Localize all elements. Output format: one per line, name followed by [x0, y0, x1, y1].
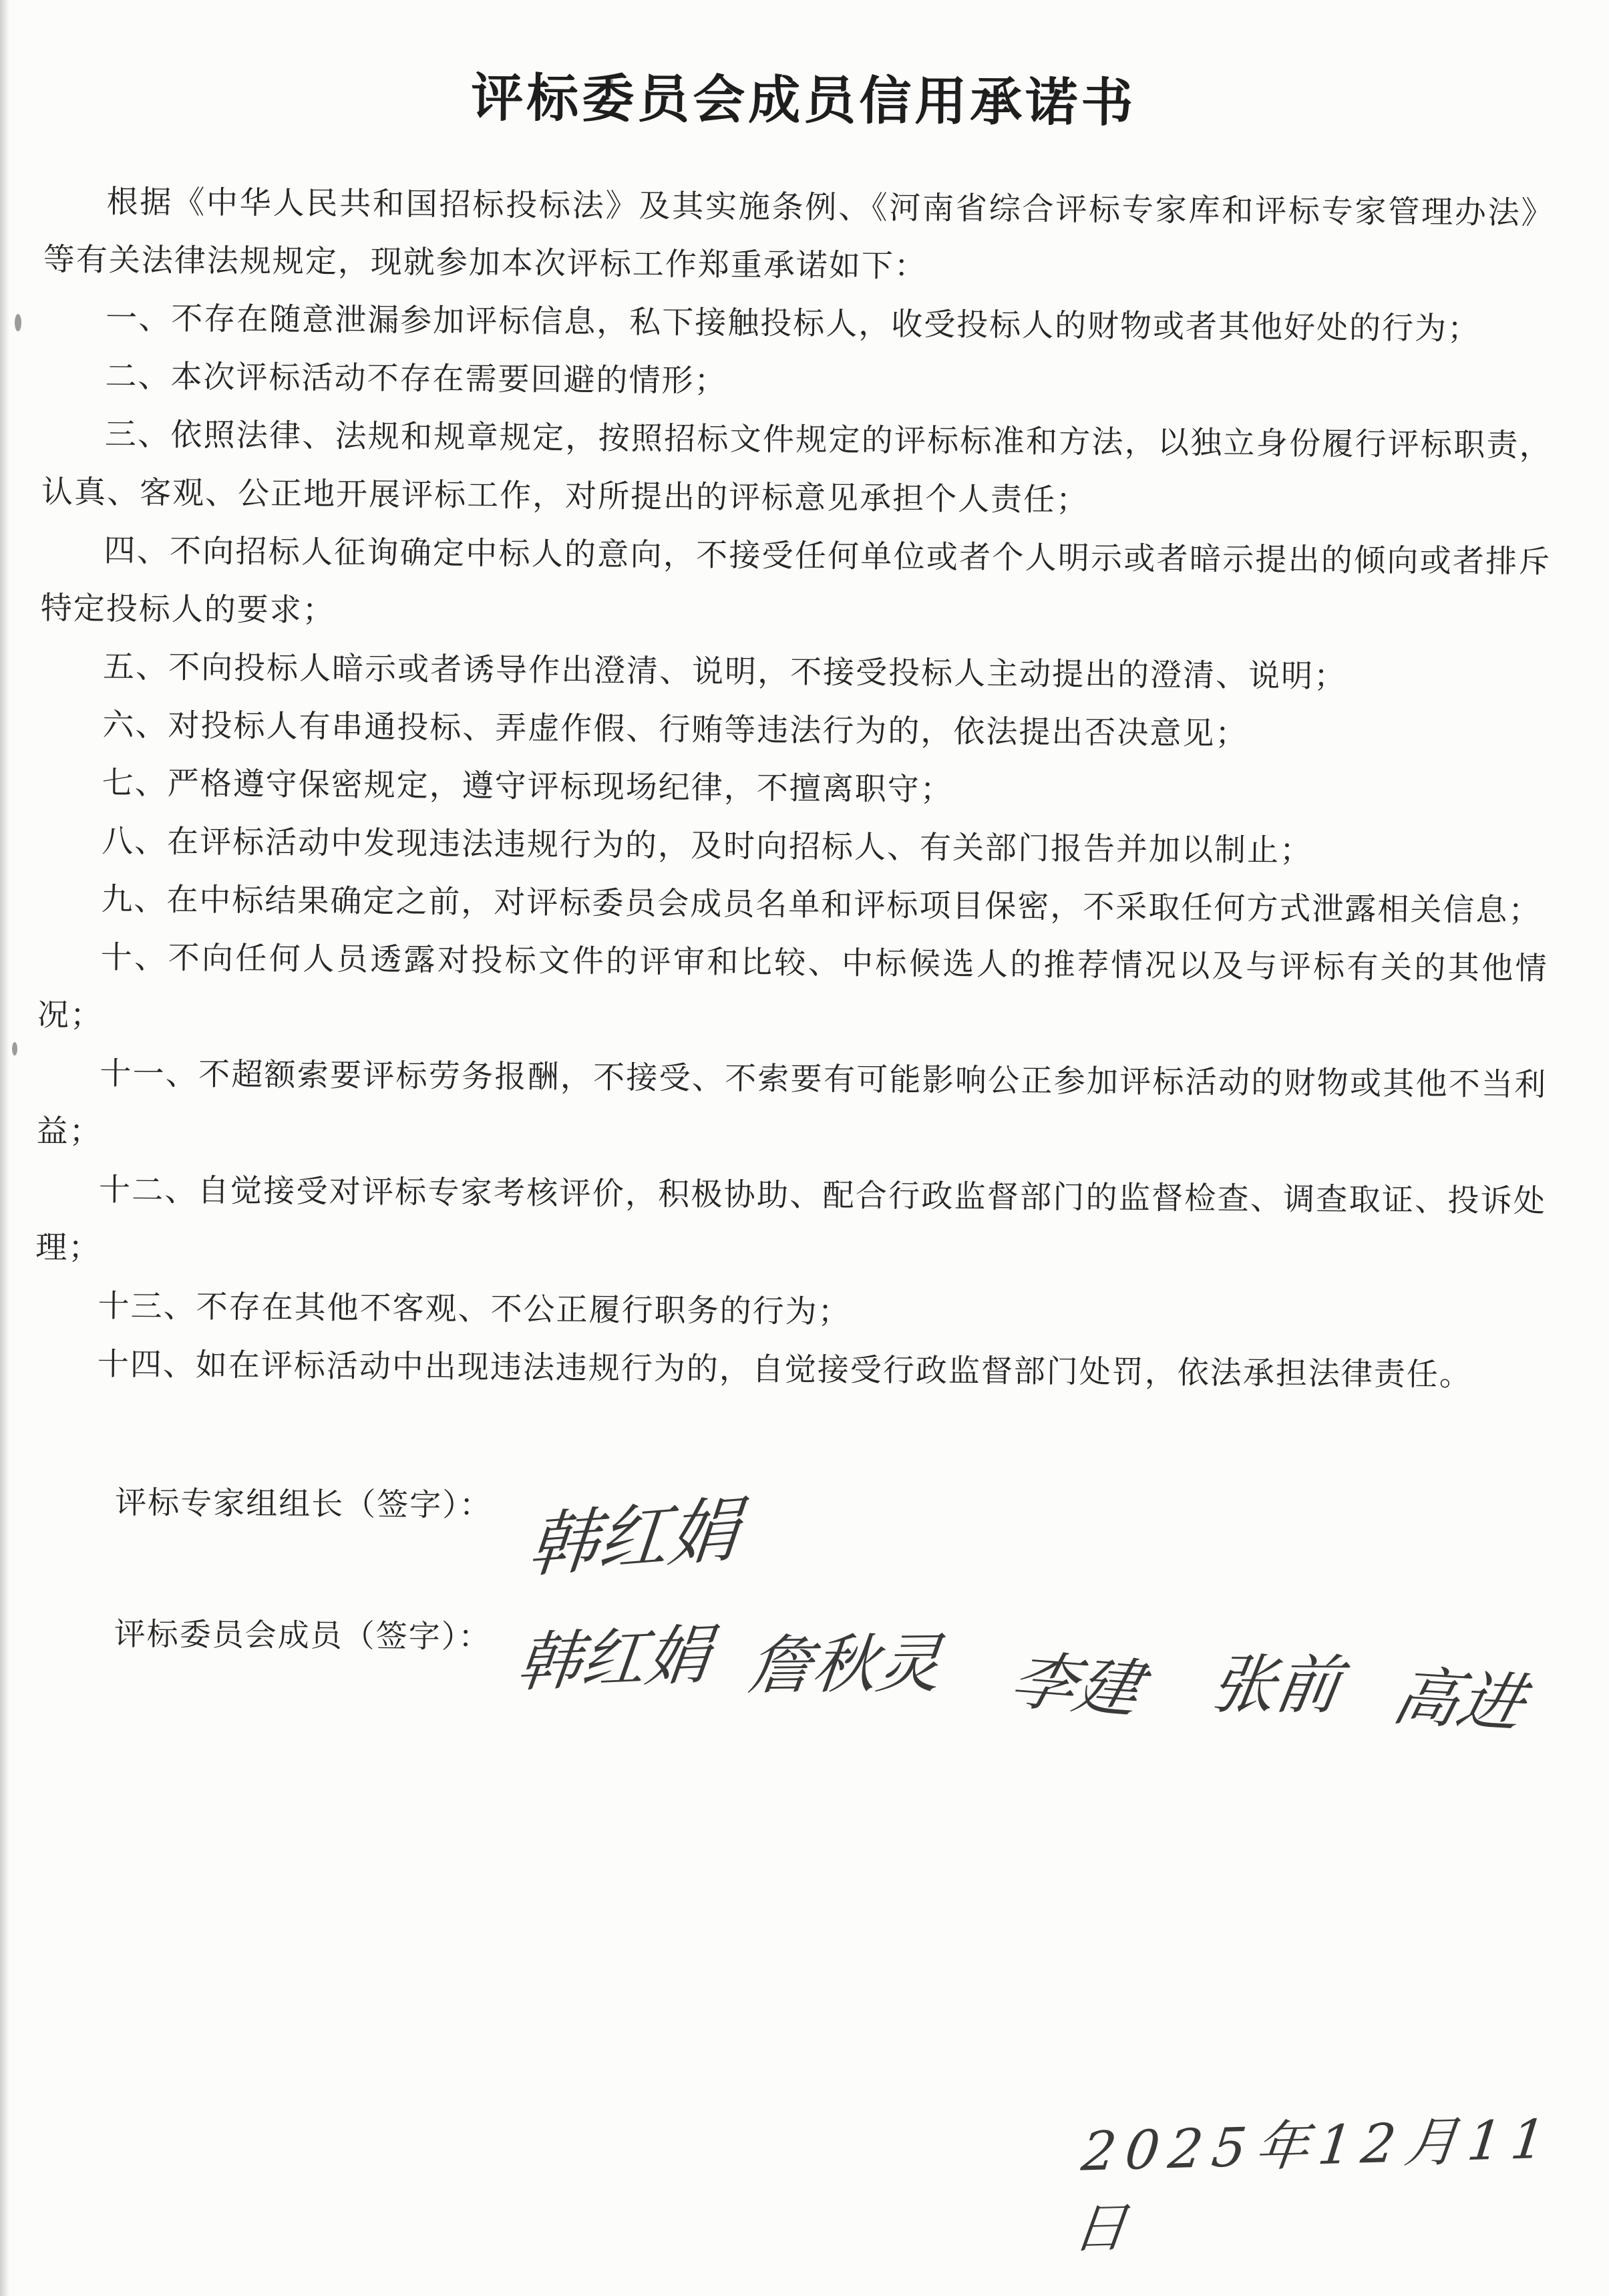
clause-paragraph: 八、在评标活动中发现违法违规行为的，及时向招标人、有关部门报告并加以制止； — [101, 824, 1313, 869]
clause-paragraph: 九、在中标结果确定之前，对评标委员会成员名单和评标项目保密，不采取任何方式泄露相关信息； — [101, 882, 1542, 929]
members-signature-label: 评标委员会成员（签字）： — [114, 1617, 492, 1655]
document-body — [35, 173, 1554, 1406]
clause-paragraph: 十、不向任何人员透露对投标文件的评审和比较、中标候选人的推荐情况以及与评标有关的其他情况； — [37, 940, 1548, 1033]
clause-paragraph: 十三、不存在其他不客观、不公正履行职务的行为； — [98, 1289, 851, 1330]
clause-paragraph: 十一、不超额索要评标劳务报酬，不接受、不索要有可能影响公正参加评标活动的财物或其他不当利益； — [36, 1056, 1548, 1150]
page-title: 评标委员会成员信用承诺书 — [470, 68, 1137, 132]
member-signature-handwriting: 詹秋灵 — [743, 1626, 945, 1703]
clause-paragraph: 二、本次评标活动不存在需要回避的情形； — [105, 359, 727, 399]
clause-paragraph: 三、依照法律、法规和规章规定，按照招标文件规定的评标标准和方法，以独立身份履行评标职责，认真、客观、公正地开展评标工作，对所提出的评标意见承担个人责任； — [41, 417, 1552, 518]
clause-paragraph: 五、不向投标人暗示或者诱导作出澄清、说明，不接受投标人主动提出的澄清、说明； — [102, 649, 1347, 695]
clause-paragraph: 十二、自觉接受对评标专家考核评价，积极协助、配合行政监督部门的监督检查、调查取证、投诉处理； — [35, 1172, 1547, 1266]
member-signature-handwriting: 高进 — [1385, 1659, 1532, 1741]
clause-list — [35, 289, 1554, 1406]
clause-paragraph: 七、严格遵守保密规定，遵守评标现场纪律，不擅离职守； — [102, 766, 953, 808]
clause-paragraph: 一、不存在随意泄漏参加评标信息，私下接触投标人，收受投标人的财物或者其他好处的行为； — [106, 301, 1481, 347]
signature-area — [113, 1478, 1544, 1774]
member-signature-handwriting: 韩红娟 — [513, 1617, 714, 1701]
leader-signature-label: 评标专家组组长（签字）： — [115, 1485, 492, 1524]
member-signature-list — [513, 1606, 1532, 1741]
clause-paragraph: 四、不向招标人征询确定中标人的意向，不接受任何单位或者个人明示或者暗示提出的倾向或者排斥特定投标人的要求； — [40, 533, 1552, 629]
clause-paragraph: 十四、如在评标活动中出现违法违规行为的，自觉接受行政监督部门处罚，依法承担法律责任。 — [97, 1347, 1473, 1393]
leader-signature-handwriting: 韩红娟 — [524, 1488, 743, 1588]
intro-paragraph: 根据《中华人民共和国招标投标法》及其实施条例、《河南省综合评标专家库和评标专家管理办法》等有关法律法规规定，现就参加本次评标工作郑重承诺如下： — [43, 184, 1554, 285]
clause-paragraph: 六、对投标人有串通投标、弄虚作假、行贿等违法行为的，依法提出否决意见； — [102, 707, 1248, 752]
member-signature-handwriting: 张前 — [1206, 1647, 1345, 1723]
leader-signature-row — [114, 1478, 1544, 1613]
member-signature-handwriting: 李建 — [1002, 1643, 1149, 1727]
members-signature-row — [113, 1609, 1543, 1774]
date-handwriting: 2025年12月11日 — [1069, 2108, 1558, 2261]
